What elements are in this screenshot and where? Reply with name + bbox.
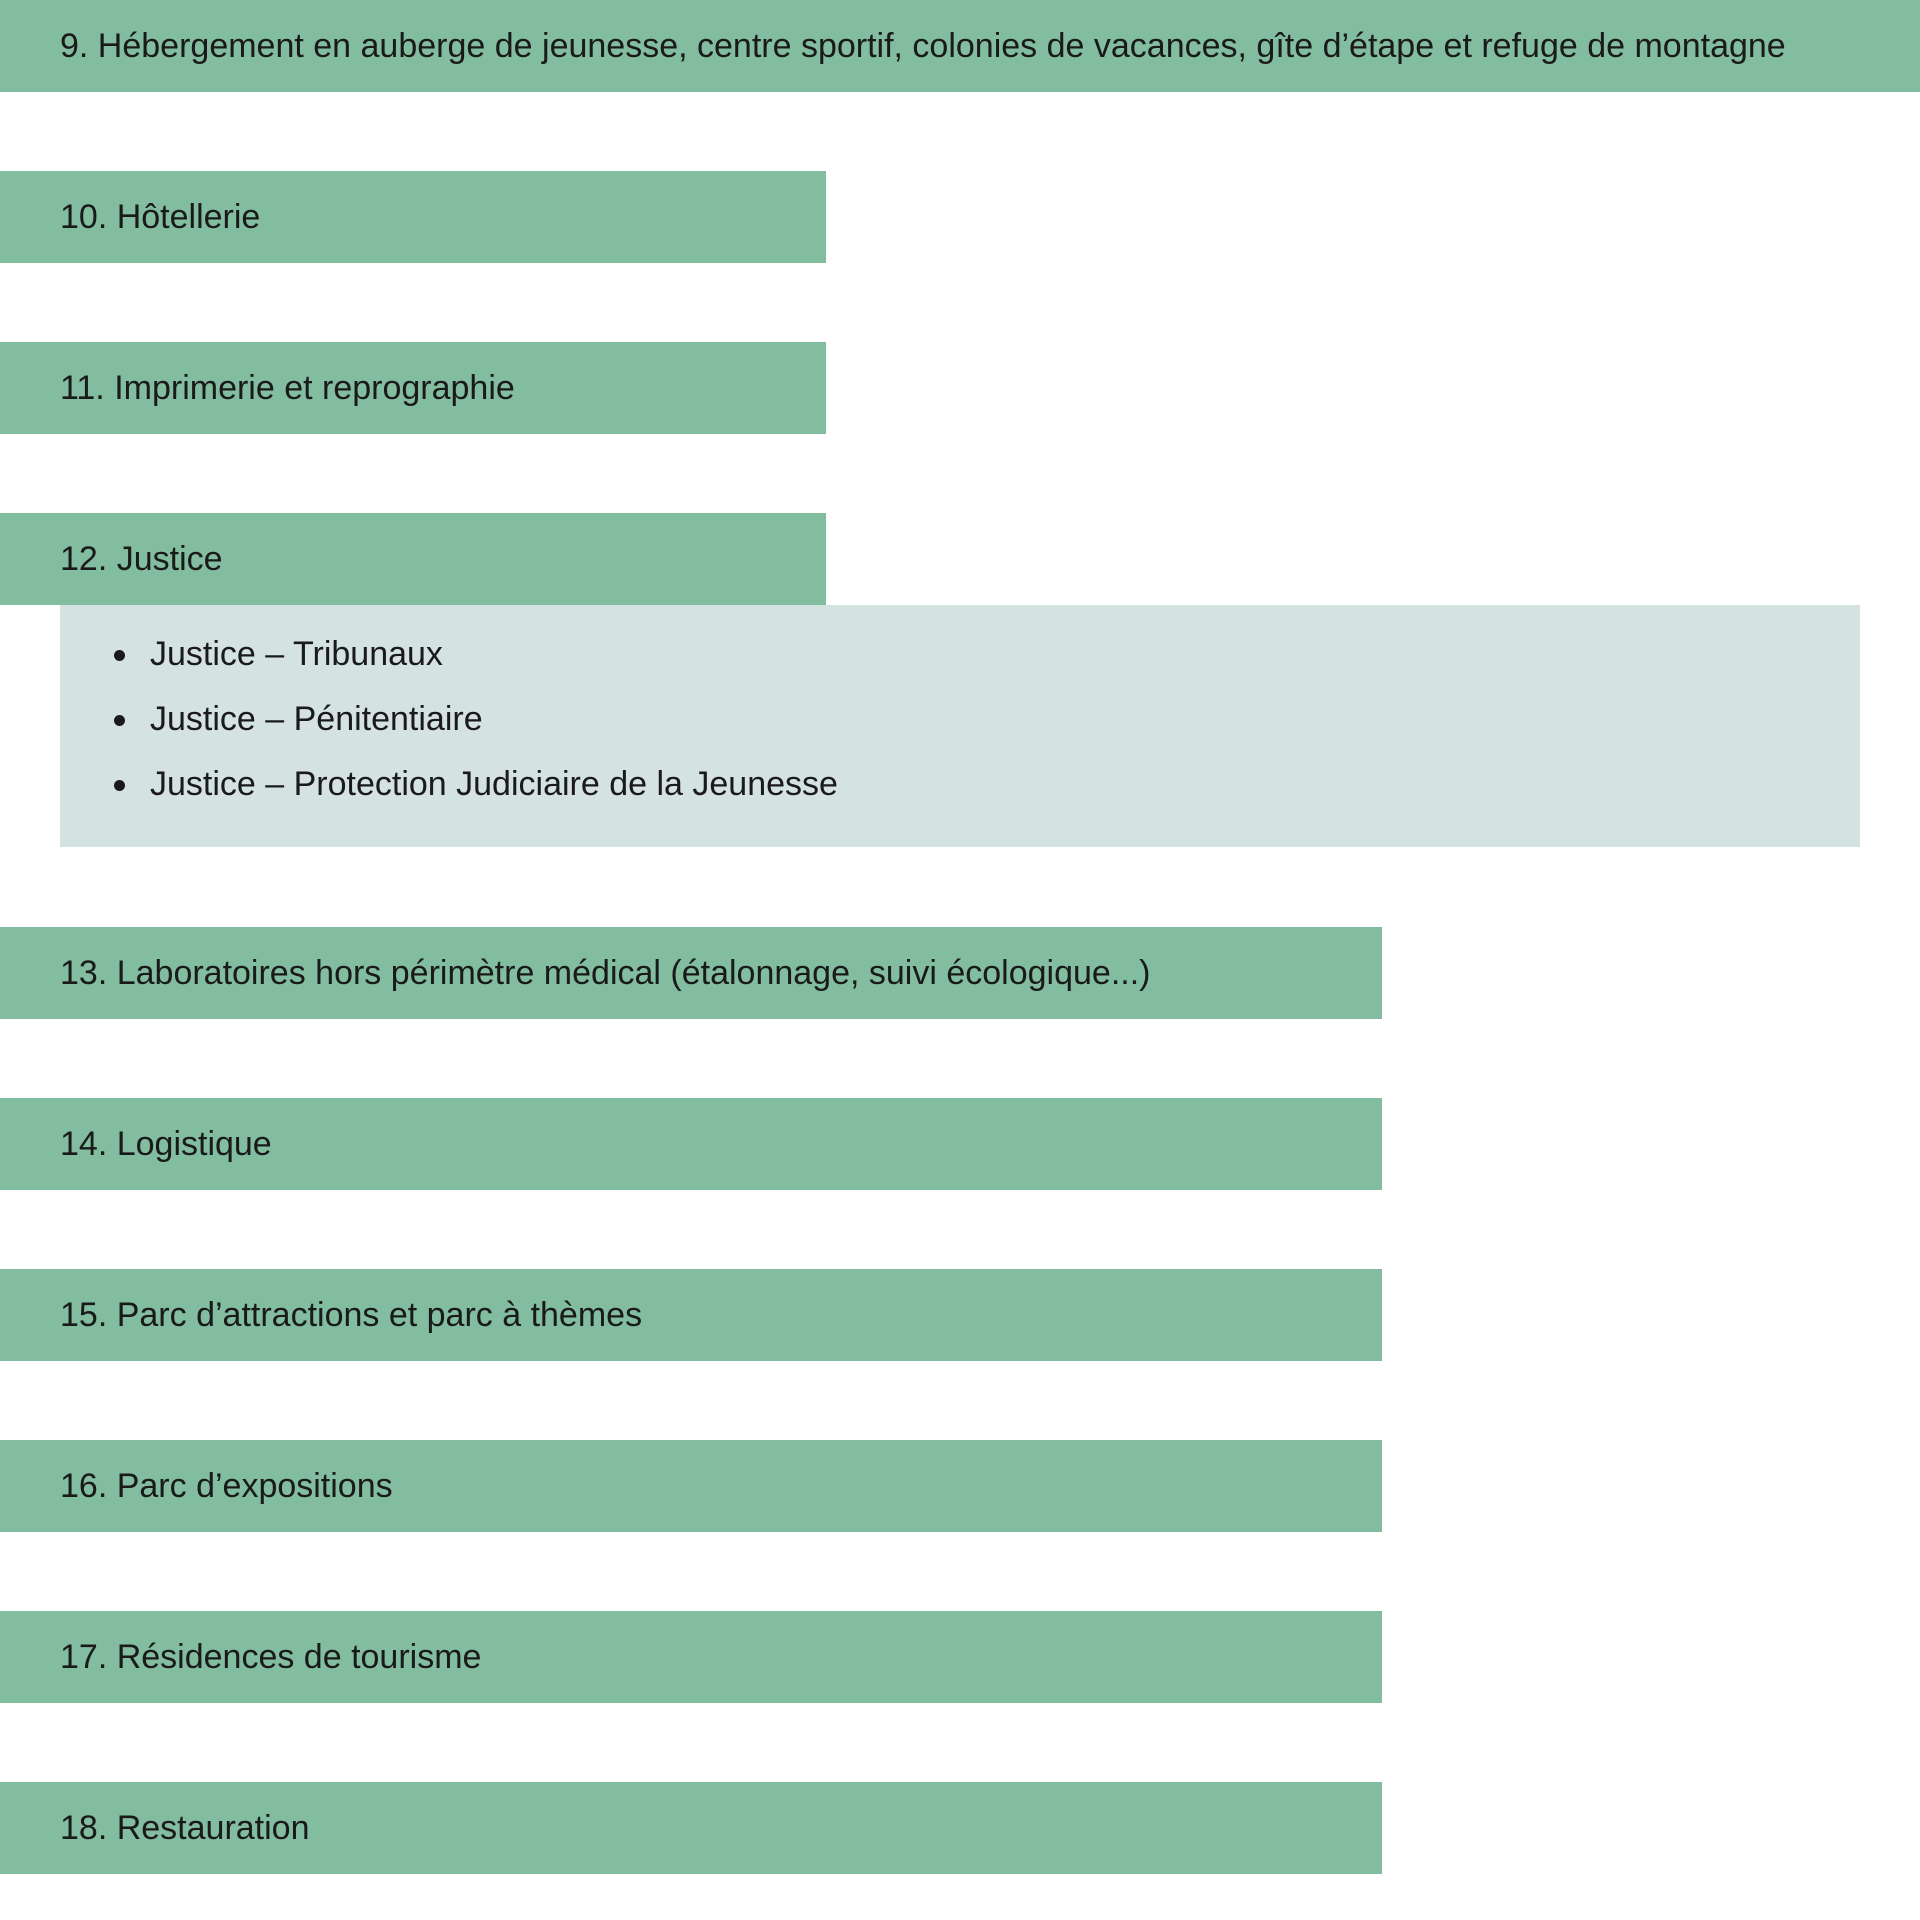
- category-item-14: [0, 1098, 1382, 1190]
- category-item-12: [0, 513, 826, 605]
- category-item-10: [0, 171, 826, 263]
- category-item-18: [0, 1782, 1382, 1874]
- list-item-label: Justice – Protection Judiciaire de la Jeunesse: [150, 765, 838, 803]
- list-item: [60, 759, 1860, 824]
- bullet-icon: [114, 650, 125, 661]
- justice-bullet-list: [60, 629, 1860, 824]
- category-item-17: [0, 1611, 1382, 1703]
- category-label: 11. Imprimerie et reprographie: [60, 368, 515, 407]
- category-item-16: [0, 1440, 1382, 1532]
- category-item-13: [0, 927, 1382, 1019]
- list-item: [60, 629, 1860, 694]
- category-label: 12. Justice: [60, 539, 223, 578]
- list-item-label: Justice – Pénitentiaire: [150, 700, 483, 738]
- category-label: 13. Laboratoires hors périmètre médical (étalonnage, suivi écologique...): [60, 953, 1151, 992]
- list-item-label: Justice – Tribunaux: [150, 635, 443, 673]
- bullet-icon: [114, 780, 125, 791]
- category-item-9: [0, 0, 1920, 92]
- category-label: 17. Résidences de tourisme: [60, 1637, 482, 1676]
- category-item-11: [0, 342, 826, 434]
- bullet-icon: [114, 715, 125, 726]
- list-item: [60, 694, 1860, 759]
- category-label: 10. Hôtellerie: [60, 197, 261, 236]
- category-label: 9. Hébergement en auberge de jeunesse, centre sportif, colonies de vacances, gîte d’étape et refuge de montagne: [60, 26, 1786, 65]
- justice-sublist: [60, 605, 1860, 847]
- category-label: 14. Logistique: [60, 1124, 272, 1163]
- category-item-15: [0, 1269, 1382, 1361]
- category-label: 16. Parc d’expositions: [60, 1466, 393, 1505]
- category-label: 18. Restauration: [60, 1808, 310, 1847]
- category-label: 15. Parc d’attractions et parc à thèmes: [60, 1295, 643, 1334]
